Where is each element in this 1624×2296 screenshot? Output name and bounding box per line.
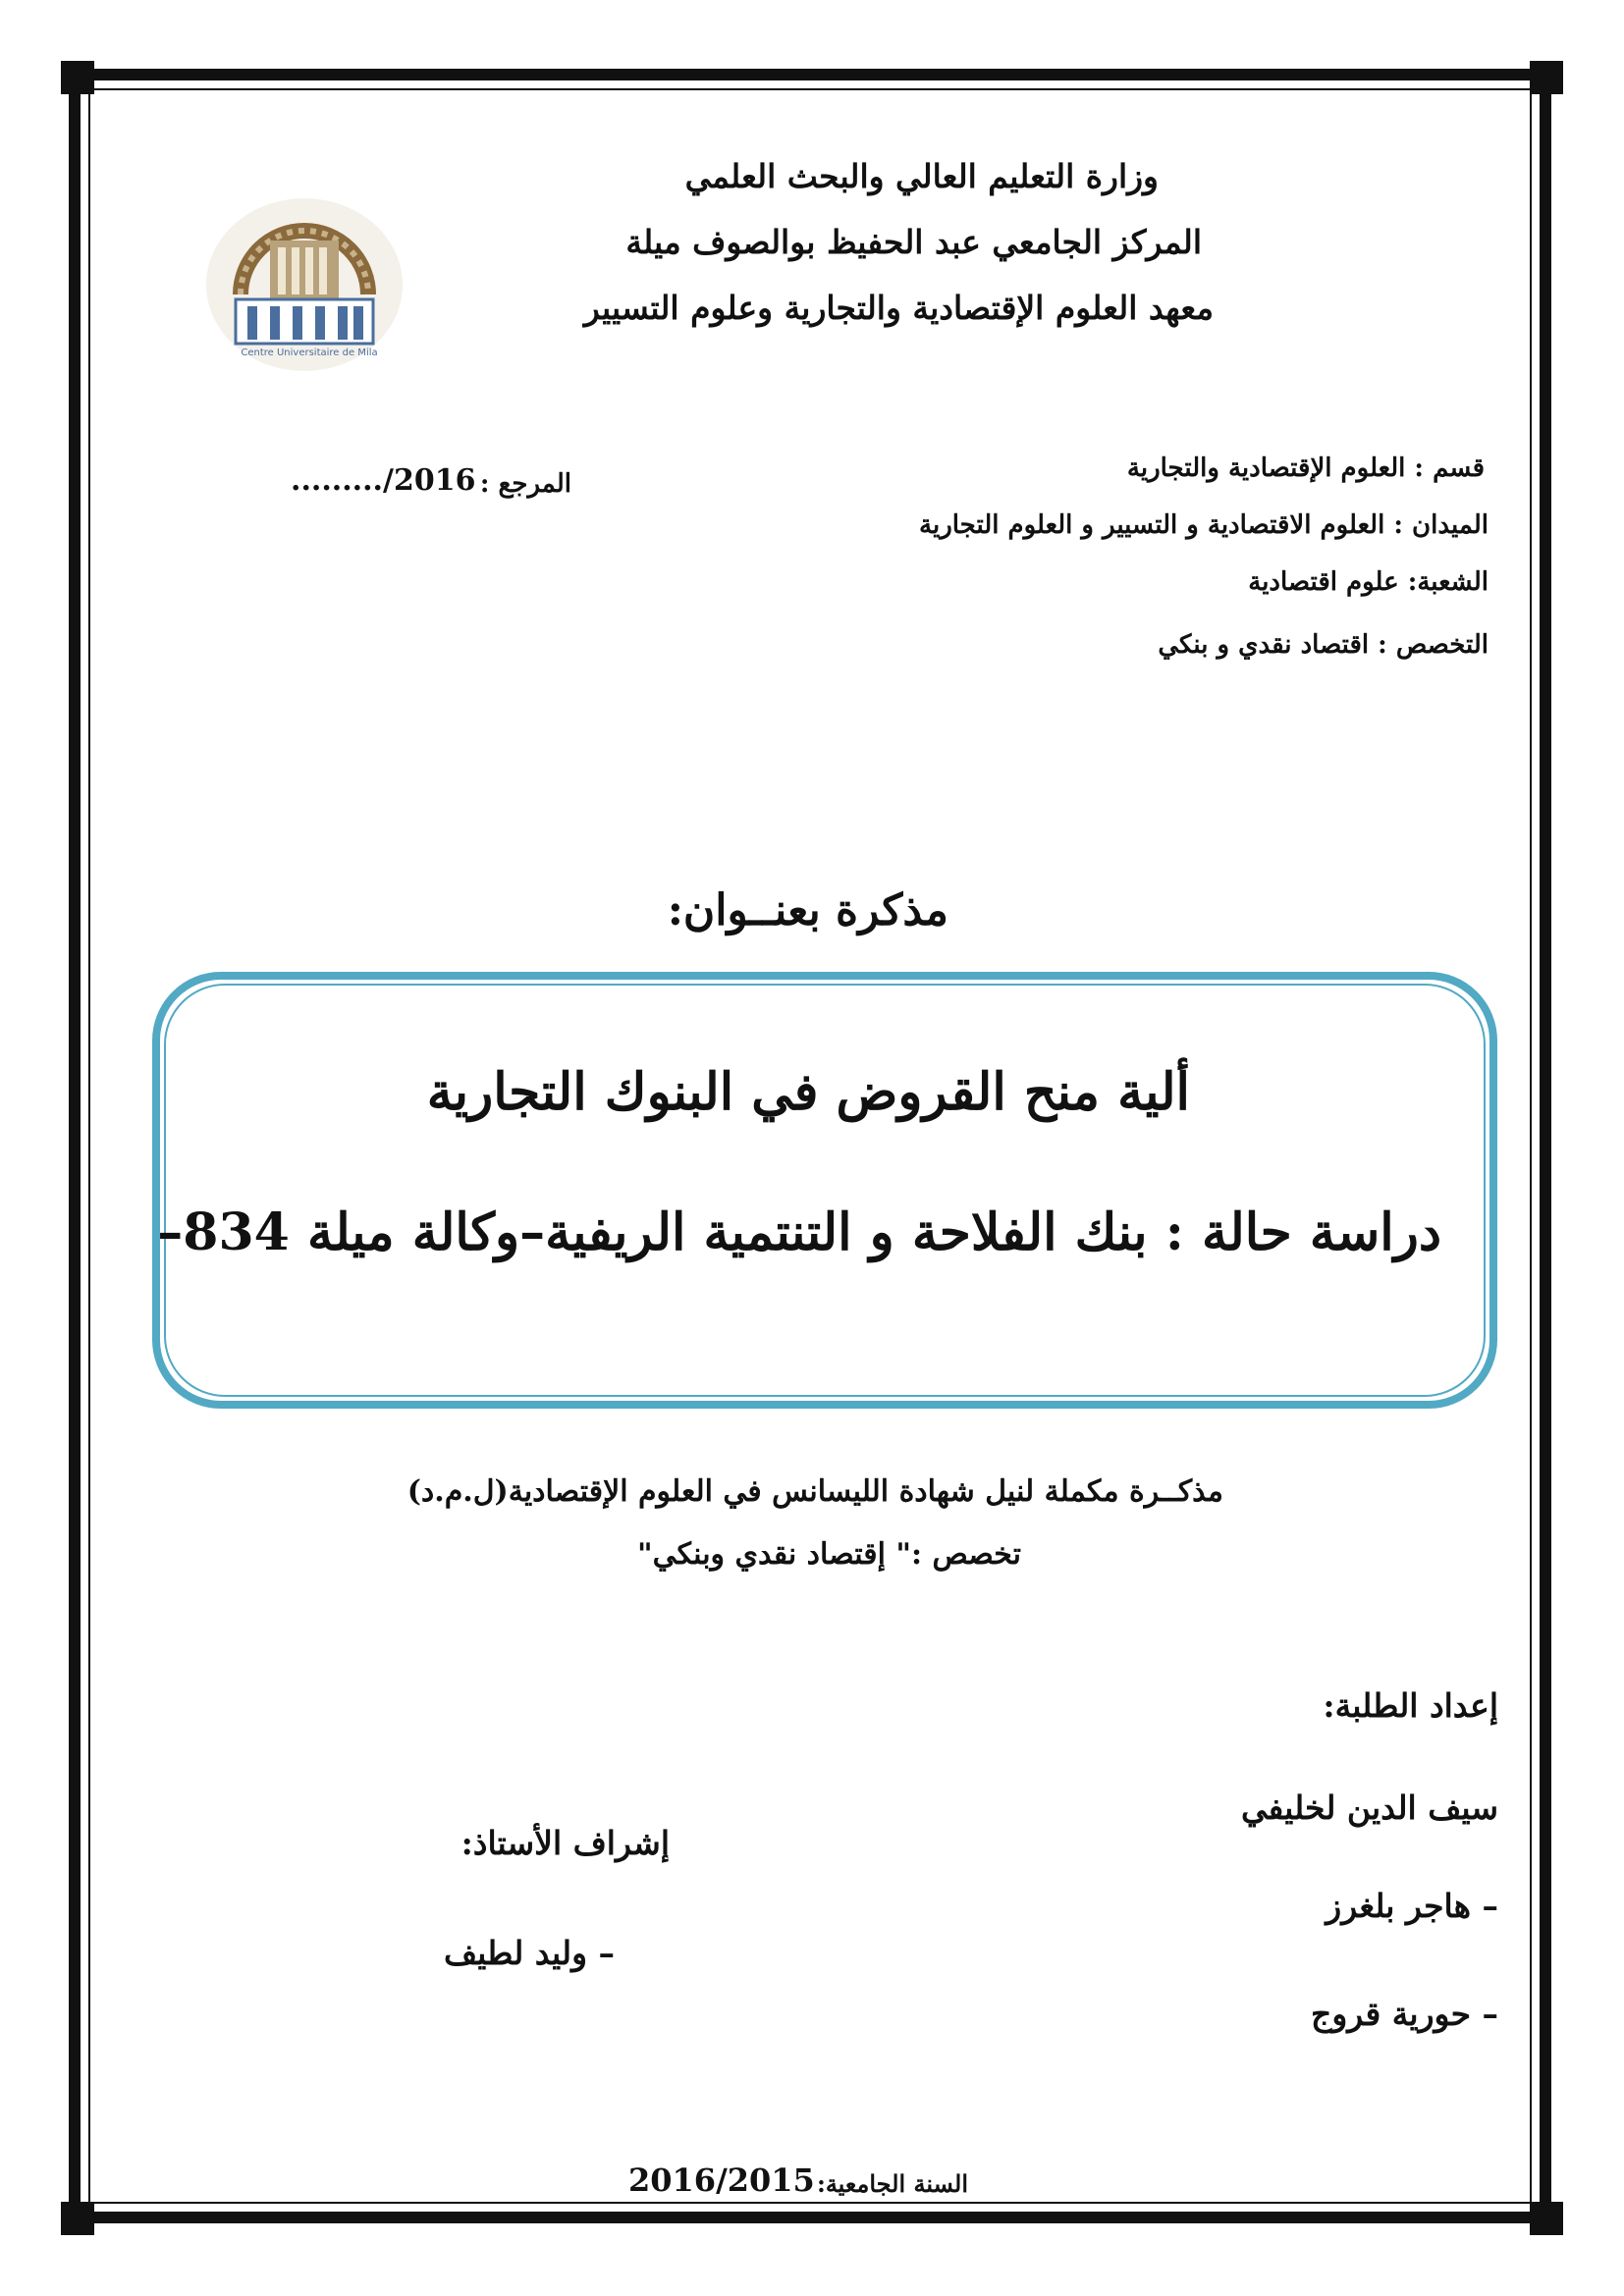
border-corner-bottom-right: [1530, 2202, 1563, 2235]
student-name: – حورية قروج: [1311, 1995, 1498, 2033]
university-logo: [201, 187, 407, 373]
memo-title: ألية منح القروض في البنوك التجارية: [426, 1062, 1190, 1122]
logo-caption: Centre Universitaire de Mila: [241, 347, 378, 358]
student-name: سيف الدين لخليفي: [1240, 1789, 1498, 1827]
field-line: الميدان : العلوم الاقتصادية و التسيير و العلوم التجارية: [919, 510, 1489, 540]
border-corner-top-right: [1530, 61, 1563, 94]
border-corner-top-left: [61, 61, 94, 94]
reference-value: ........./2016: [291, 463, 476, 498]
degree-description: مذكــرة مكملة لنيل شهادة الليسانس في العلوم الإقتصادية(ل.م.د): [406, 1474, 1223, 1509]
title-box-inner-border: [164, 984, 1486, 1397]
border-corner-bottom-left: [61, 2202, 94, 2235]
branch-line: الشعبة: علوم اقتصادية: [1248, 567, 1489, 597]
memo-heading: مذكرة بعنــوان:: [667, 885, 948, 935]
supervisor-name: – وليد لطيف: [444, 1934, 615, 1972]
department-line: قسم : العلوم الإقتصادية والتجارية: [1126, 454, 1485, 483]
academic-year-value: 2016/2015: [628, 2162, 815, 2199]
student-name: – هاجر بلغرز: [1326, 1887, 1498, 1925]
memo-subtitle-case-study: دراسة حالة : بنك الفلاحة و التنتمية الريفية–وكالة ميلة 834–: [157, 1202, 1441, 1262]
institute-name: معهد العلوم الإقتصادية والتجارية وعلوم التسيير: [583, 289, 1214, 327]
ministry-name: وزارة التعليم العالي والبحث العلمي: [684, 157, 1159, 195]
supervisor-label: إشراف الأستاذ:: [460, 1824, 670, 1862]
reference-label: المرجع :: [479, 469, 571, 499]
students-label: إعداد الطلبة:: [1323, 1686, 1498, 1725]
academic-year-label: السنة الجامعية:: [816, 2169, 968, 2198]
university-center-name: المركز الجامعي عبد الحفيظ بوالصوف ميلة: [625, 223, 1202, 261]
specialty-line: التخصص : اقتصاد نقدي و بنكي: [1158, 630, 1489, 660]
specialization-line: تخصص :" إقتصاد نقدي وبنكي": [636, 1537, 1021, 1572]
